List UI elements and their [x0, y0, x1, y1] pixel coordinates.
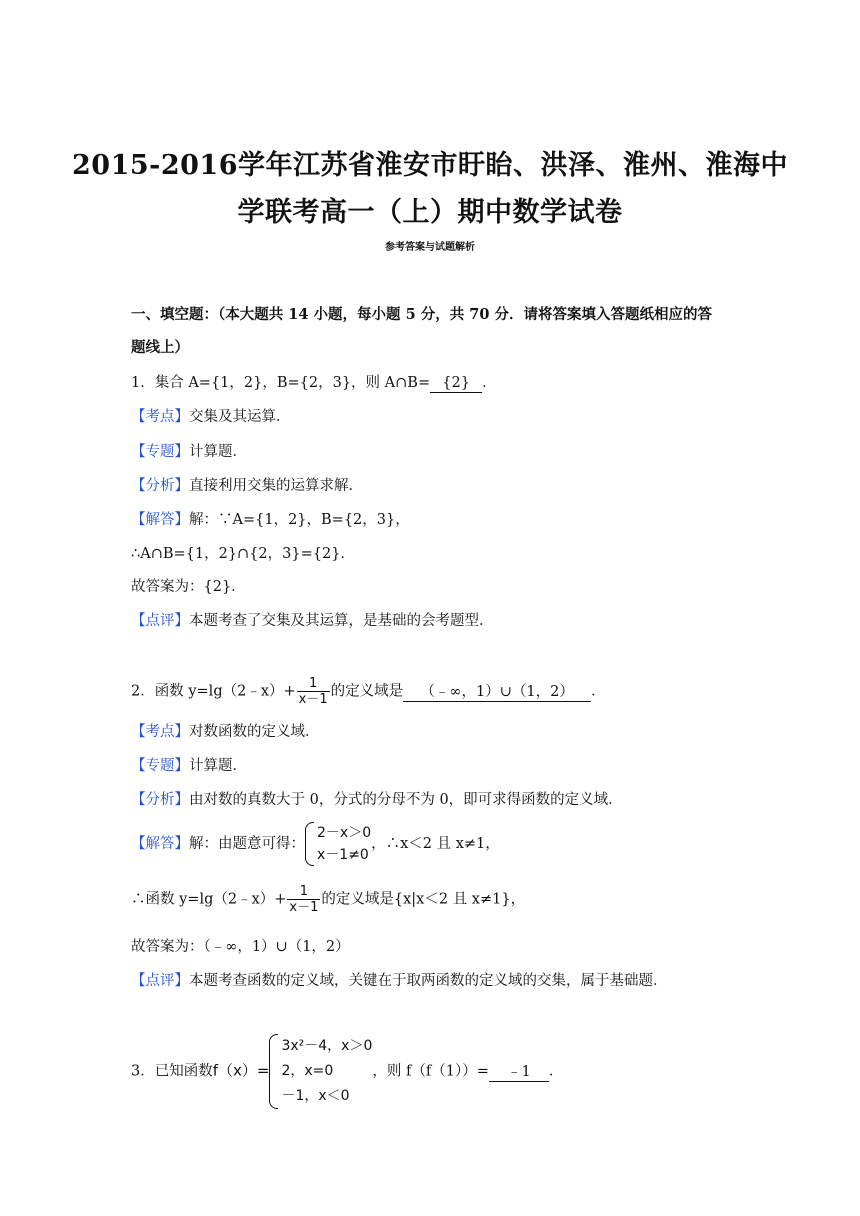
q2-kaodian: [131, 720, 320, 741]
question-3-suffix: ．: [548, 1063, 564, 1080]
kaodian-tag: 【考点】: [131, 409, 189, 425]
q2-step: [131, 884, 525, 915]
fraction-denominator: x－1: [289, 900, 319, 915]
q2-fenxi: [131, 788, 623, 809]
q2-zhuanti: [131, 754, 247, 775]
kaodian-text: 对数函数的定义域．: [189, 724, 320, 740]
fraction: [287, 884, 320, 915]
section-heading: 一、填空题：（本大题共 14 小题，每小题 5 分，共 70 分．请将答案填入答题纸相应的答: [131, 306, 712, 323]
brace-icon: [305, 822, 314, 866]
jieda-text: 解：∵A={1，2}，B={2，3}，: [189, 512, 410, 528]
jieda-text: 解：由题意可得：: [189, 836, 305, 852]
q2-dianping: [131, 969, 668, 990]
question-3-mid: ，则 f（f（1））=: [372, 1063, 489, 1080]
piece-row: 2，x=0: [281, 1063, 334, 1079]
question-3: [131, 1034, 563, 1109]
fraction-numerator: 1: [297, 676, 330, 692]
section-heading-cont: 题线上）: [131, 339, 189, 356]
kaodian-text: 交集及其运算．: [189, 409, 291, 425]
q1-kaodian: [131, 405, 291, 426]
piece-row: －1，x＜0: [281, 1088, 350, 1104]
jieda-tag: 【解答】: [131, 836, 189, 852]
q1-jieda: [131, 508, 410, 529]
piecewise-function: [269, 1034, 372, 1109]
inequality-system: [305, 822, 371, 866]
q1-step: ∴A∩B={1，2}∩{2，3}={2}．: [131, 546, 355, 562]
fraction: [297, 676, 330, 707]
question-3-answer: ﹣1: [489, 1064, 549, 1082]
step-text: ∴函数 y=lg（2﹣x）+: [131, 891, 287, 908]
zhuanti-tag: 【专题】: [131, 758, 189, 774]
fenxi-tag: 【分析】: [131, 792, 189, 808]
kaodian-tag: 【考点】: [131, 724, 189, 740]
q2-jieda: [131, 822, 500, 866]
dianping-tag: 【点评】: [131, 973, 189, 989]
question-2-suffix: ．: [591, 683, 606, 700]
page-subtitle: 参考答案与试题解析: [385, 242, 475, 253]
page-title-line-1: 2015-2016学年江苏省淮安市盱眙、洪泽、淮州、淮海中: [72, 150, 788, 181]
q1-zhuanti: [131, 440, 247, 461]
question-1: [131, 371, 497, 393]
system-row: x－1≠0: [317, 847, 369, 863]
jieda-tag: 【解答】: [131, 512, 189, 528]
zhuanti-text: 计算题．: [189, 444, 247, 460]
zhuanti-text: 计算题．: [189, 758, 247, 774]
question-1-suffix: ．: [482, 375, 497, 391]
question-2-answer: （﹣∞，1）∪（1，2）: [403, 684, 591, 702]
q1-dianping: [131, 609, 494, 630]
fraction-numerator: 1: [287, 884, 320, 900]
q1-fenxi: [131, 474, 363, 495]
fraction-denominator: x－1: [298, 692, 328, 707]
dianping-text: 本题考查函数的定义域，关键在于取两函数的定义域的交集，属于基础题．: [189, 973, 668, 989]
q2-final: 故答案为：（﹣∞，1）∪（1，2）: [131, 939, 350, 955]
question-2-text: 2．函数 y=lg（2﹣x）+: [131, 683, 296, 700]
q1-final: 故答案为：{2}．: [131, 579, 246, 595]
question-3-text: 3．已知函数: [131, 1063, 213, 1080]
question-2: [131, 676, 606, 707]
dianping-tag: 【点评】: [131, 613, 189, 629]
function-name: f（x）=: [212, 1061, 270, 1080]
jieda-suffix: ，∴x＜2 且 x≠1，: [371, 836, 500, 852]
piece-row: 3x²－4，x＞0: [281, 1038, 373, 1054]
system-row: 2－x＞0: [317, 825, 372, 841]
step-suffix: 的定义域是{x|x＜2 且 x≠1}，: [321, 891, 526, 908]
page-title-line-2: 学联考高一（上）期中数学试卷: [237, 197, 623, 228]
question-2-mid: 的定义域是: [330, 683, 404, 700]
brace-icon: [269, 1034, 278, 1109]
zhuanti-tag: 【专题】: [131, 444, 189, 460]
fenxi-text: 由对数的真数大于 0，分式的分母不为 0，即可求得函数的定义域．: [189, 792, 623, 808]
question-1-answer: {2}: [430, 375, 482, 393]
dianping-text: 本题考查了交集及其运算，是基础的会考题型．: [189, 613, 494, 629]
fenxi-tag: 【分析】: [131, 478, 189, 494]
question-1-text: 1．集合 A={1，2}，B={2，3}，则 A∩B=: [131, 375, 431, 391]
fenxi-text: 直接利用交集的运算求解．: [189, 478, 363, 494]
